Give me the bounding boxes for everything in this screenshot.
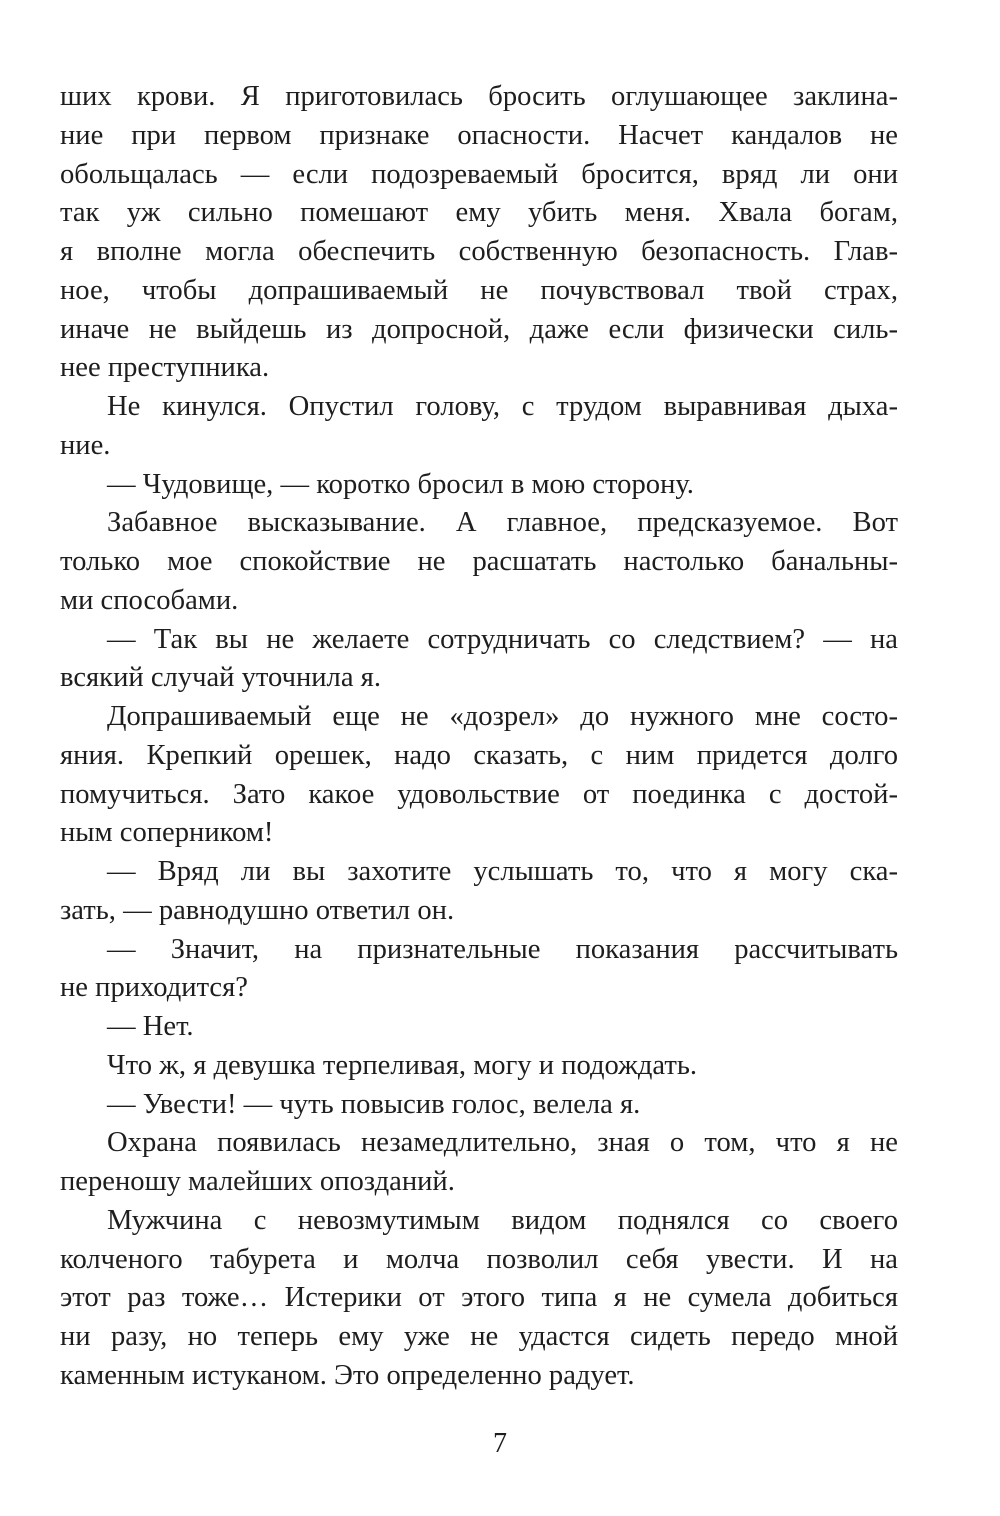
text-line: так уж сильно помешают ему убить меня. Хвала богам, bbox=[60, 197, 898, 229]
paragraph bbox=[60, 1008, 898, 1047]
paragraph bbox=[60, 1124, 898, 1202]
text-line: — Значит, на признательные показания рассчитывать bbox=[107, 933, 898, 965]
text-line: Допрашиваемый еще не «дозрел» до нужного мне состо- bbox=[107, 701, 898, 732]
text-line: — Нет. bbox=[107, 1011, 194, 1042]
page-number: 7 bbox=[493, 1428, 507, 1459]
paragraph bbox=[60, 931, 898, 1009]
paragraph bbox=[60, 1047, 898, 1086]
paragraph bbox=[60, 853, 898, 931]
paragraph bbox=[60, 388, 898, 466]
text-line: ние. bbox=[60, 429, 111, 461]
text-line: ми способами. bbox=[60, 584, 239, 616]
text-line: я вполне могла обеспечить собственную безопасность. Глав- bbox=[60, 236, 898, 267]
text-line: — Вряд ли вы захотите услышать то, что я могу ска- bbox=[107, 856, 898, 887]
text-line: ное, чтобы допрашиваемый не почувствовал твой страх, bbox=[60, 274, 898, 306]
text-line: зать, — равнодушно ответил он. bbox=[60, 894, 455, 926]
text-line: всякий случай уточнила я. bbox=[60, 662, 381, 694]
text-line: не приходится? bbox=[60, 972, 248, 1004]
paragraph bbox=[60, 698, 898, 853]
text-line: ни разу, но теперь ему уже не удастся сидеть передо мной bbox=[60, 1321, 898, 1352]
text-line: — Так вы не желаете сотрудничать со следствием? — на bbox=[107, 623, 898, 655]
text-line: колченого табурета и молча позволил себя увести. И на bbox=[60, 1243, 898, 1275]
paragraph bbox=[60, 78, 898, 388]
text-line: только мое спокойствие не расшатать настолько банальны- bbox=[60, 546, 898, 577]
paragraph bbox=[60, 466, 898, 505]
text-line: Забавное высказывание. А главное, предсказуемое. Вот bbox=[107, 507, 898, 539]
text-line: Не кинулся. Опустил голову, с трудом выравнивая дыха- bbox=[107, 391, 898, 422]
text-line: каменным истуканом. Это определенно радует. bbox=[60, 1359, 635, 1391]
text-line: яния. Крепкий орешек, надо сказать, с ним придется долго bbox=[60, 739, 898, 771]
paragraph bbox=[60, 1202, 898, 1396]
text-line: этот раз тоже… Истерики от этого типа я не сумела добиться bbox=[60, 1282, 898, 1314]
text-line: ших крови. Я приготовилась бросить оглушающее заклина- bbox=[60, 81, 898, 112]
text-line: Мужчина с невозмутимым видом поднялся со своего bbox=[107, 1204, 898, 1236]
text-line: — Увести! — чуть повысив голос, велела я. bbox=[107, 1088, 641, 1120]
text-line: Что ж, я девушка терпеливая, могу и подождать. bbox=[107, 1049, 698, 1081]
paragraph bbox=[60, 1086, 898, 1125]
text-line: — Чудовище, — коротко бросил в мою сторону. bbox=[107, 468, 694, 500]
paragraph bbox=[60, 504, 898, 620]
text-line: Охрана появилась незамедлительно, зная о том, что я не bbox=[107, 1127, 898, 1159]
paragraph bbox=[60, 621, 898, 699]
text-line: иначе не выйдешь из допросной, даже если физически силь- bbox=[60, 313, 898, 345]
text-line: ным соперником! bbox=[60, 817, 274, 849]
text-line: помучиться. Зато какое удовольствие от поединка с достой- bbox=[60, 778, 898, 810]
text-line: обольщалась — если подозреваемый бросится, вряд ли они bbox=[60, 158, 898, 190]
text-line: переношу малейших опозданий. bbox=[60, 1166, 455, 1197]
text-line: ние при первом признаке опасности. Насчет кандалов не bbox=[60, 119, 898, 151]
book-page-text bbox=[60, 78, 898, 1396]
text-line: нее преступника. bbox=[60, 352, 270, 384]
